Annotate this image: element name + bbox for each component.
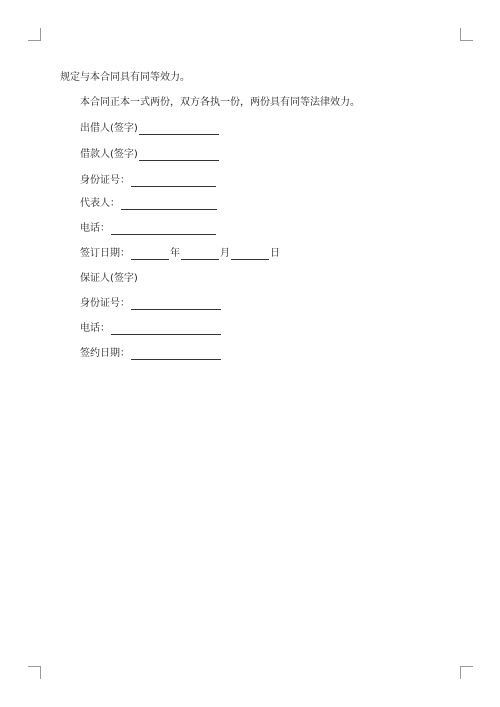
borrower-blank[interactable]: [139, 151, 219, 161]
phone-line-2: [80, 323, 222, 335]
crop-mark-bottom-left: [28, 666, 41, 679]
paragraph-1-text: 规定与本合同具有同等效力。: [60, 72, 190, 83]
id-number-line-1: [80, 175, 217, 187]
phone-blank-2[interactable]: [111, 325, 221, 335]
sign-date-label: 签约日期：: [80, 348, 130, 359]
phone-blank-1[interactable]: [111, 225, 216, 235]
phone-line-1: [80, 223, 217, 235]
crop-mark-top-right: [460, 28, 473, 41]
sign-date-line: [80, 348, 222, 360]
lender-blank[interactable]: [139, 125, 219, 135]
paragraph-2-text: 本合同正本一式两份，双方各执一份，两份具有同等法律效力。: [80, 97, 360, 108]
guarantor-signature-line: [80, 273, 138, 285]
month-blank[interactable]: [181, 250, 219, 260]
borrower-label: 借款人(签字): [80, 149, 138, 160]
id-number-blank-2[interactable]: [131, 300, 221, 310]
sign-date-blank[interactable]: [131, 350, 221, 360]
year-blank[interactable]: [131, 250, 169, 260]
month-label: 月: [220, 248, 230, 259]
paragraph-1: [60, 72, 190, 84]
phone-label-1: 电话：: [80, 223, 110, 234]
id-number-line-2: [80, 298, 222, 310]
year-label: 年: [170, 248, 180, 259]
id-number-label-1: 身份证号：: [80, 175, 130, 186]
lender-signature-line: [80, 123, 220, 135]
day-label: 日: [270, 248, 280, 259]
paragraph-2: [80, 97, 360, 109]
lender-label: 出借人(签字): [80, 123, 138, 134]
signing-date-label: 签订日期：: [80, 248, 130, 259]
crop-mark-top-left: [28, 28, 41, 41]
signing-date-line: [80, 248, 280, 260]
id-number-blank-1[interactable]: [131, 177, 216, 187]
phone-label-2: 电话：: [80, 323, 110, 334]
guarantor-label: 保证人(签字): [80, 273, 138, 284]
representative-line: [80, 198, 218, 210]
crop-mark-bottom-right: [460, 666, 473, 679]
day-blank[interactable]: [231, 250, 269, 260]
representative-blank[interactable]: [121, 200, 217, 210]
representative-label: 代表人：: [80, 198, 120, 209]
id-number-label-2: 身份证号：: [80, 298, 130, 309]
borrower-signature-line: [80, 149, 220, 161]
